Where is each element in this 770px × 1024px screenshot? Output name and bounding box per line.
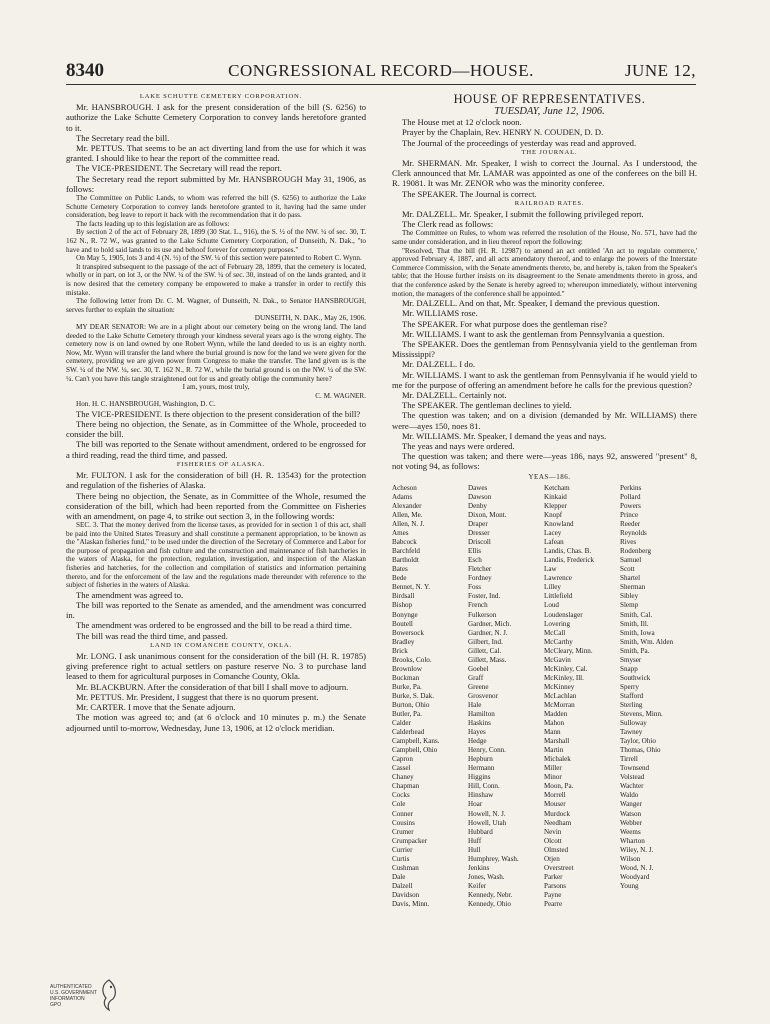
member-name: Mahon bbox=[544, 719, 565, 728]
member-name: Landis, Chas. B. bbox=[544, 547, 592, 556]
member-name: McGavin bbox=[544, 655, 571, 664]
paragraph: The bill was reported to the Senate without amendment, ordered to be engrossed for a third reading, read the third time, and passed. bbox=[66, 439, 366, 460]
member-name: Mouser bbox=[544, 800, 566, 809]
member-name: Foster, Ind. bbox=[468, 592, 501, 601]
member-name: Knowland bbox=[544, 520, 574, 529]
member-name: Wilson bbox=[620, 854, 641, 863]
right-column bbox=[392, 92, 697, 908]
paragraph: The question was taken; and on a division (demanded by Mr. WILLIAMS) there were—ayes 150, noes 81. bbox=[392, 410, 697, 431]
member-name: Henry, Conn. bbox=[468, 746, 506, 755]
member-name: Crumpacker bbox=[392, 836, 428, 845]
paragraph: The Clerk read as follows: bbox=[402, 219, 494, 230]
member-name: Kennedy, Ohio bbox=[468, 900, 511, 908]
member-name: Lafean bbox=[544, 538, 564, 547]
member-name: Lacey bbox=[544, 529, 562, 538]
quoted-section: SEC. 3. That the money derived from the license taxes, as provided for in section 1 of this act, shall be paid into the United States Treasury and shall constitute a permanent appropriation, to be known as the "Alaskan fisheries fund," to be used under the direction of the Secretary of Commerce and Labor for the purpose of propagation and fish culture and the construction and maintenance of fish hatcheries in the waters of Alaska, for the protection, regulation, investigation, and inspection of the Alaskan fisheries and hatcheries, for the collection and compilation of statistics and information pertaining thereto, and for the enforcement of the law and the regulations made thereunder with reference to the subject of fisheries in the waters of Alaska. bbox=[66, 521, 366, 590]
member-name: Slemp bbox=[620, 601, 639, 610]
member-name: Haskins bbox=[468, 719, 491, 728]
member-name: Lovering bbox=[544, 619, 571, 628]
member-name: Smith, Ill. bbox=[620, 619, 649, 628]
member-name: Dresser bbox=[468, 529, 490, 538]
report-paragraph: It transpired subsequent to the passage of the act of February 28, 1899, that the cemetery is located, wholly or in part, on lot 3, or the NW. ¼ of the SW. ¼ of sec. 30, instead of on the lands granted, and it is now desired that the cemetery company be empowered to make a transfer in order to rectify this mistake. bbox=[66, 262, 366, 297]
paragraph: The motion was agreed to; and (at 6 o'clock and 10 minutes p. m.) the Senate adjourned until to-morrow, Wednesday, June 13, 1906, at 12 o'clock meridian. bbox=[66, 712, 366, 733]
member-name: Bishop bbox=[392, 601, 413, 610]
member-name: Smyser bbox=[620, 655, 642, 664]
name-column bbox=[468, 484, 542, 909]
member-name: Gillett, Mass. bbox=[468, 655, 507, 664]
member-name: Smith, Wm. Alden bbox=[620, 637, 674, 646]
paragraph: Mr. CARTER. I move that the Senate adjourn. bbox=[76, 702, 236, 713]
section-heading: FISHERIES OF ALASKA. bbox=[176, 460, 266, 468]
member-name: McCall bbox=[544, 628, 566, 637]
paragraph: Mr. WILLIAMS. I want to ask the gentleman from Pennsylvania a question. bbox=[402, 328, 665, 339]
member-name: Calderhead bbox=[392, 728, 425, 737]
logo-text bbox=[50, 984, 97, 1008]
member-name: Gilbert, Ind. bbox=[468, 637, 503, 646]
member-name: Brooks, Colo. bbox=[392, 655, 432, 664]
member-name: Young bbox=[620, 881, 639, 890]
member-name: Goebel bbox=[468, 664, 489, 673]
member-name: Hull bbox=[468, 845, 481, 854]
member-name: Bates bbox=[392, 565, 408, 574]
member-name: Bradley bbox=[392, 637, 415, 646]
member-name: Parker bbox=[544, 872, 563, 881]
member-name: McKinney bbox=[544, 682, 575, 691]
member-name: Keifer bbox=[468, 881, 487, 890]
name-column bbox=[544, 484, 618, 909]
member-name: Lilley bbox=[544, 583, 561, 592]
member-name: Chaney bbox=[392, 773, 414, 782]
member-name: Hoar bbox=[468, 800, 483, 809]
member-name: Crumer bbox=[392, 827, 414, 836]
member-name: Hill, Conn. bbox=[468, 782, 500, 791]
member-name: Graff bbox=[468, 673, 484, 682]
yeas-name-list bbox=[392, 483, 697, 908]
member-name: Wanger bbox=[620, 800, 642, 809]
member-name: Draper bbox=[468, 520, 488, 529]
member-name: Hedge bbox=[468, 737, 487, 746]
member-name: Hale bbox=[468, 700, 482, 709]
member-name: Taylor, Ohio bbox=[620, 737, 656, 746]
member-name: Mann bbox=[544, 728, 561, 737]
member-name: Rives bbox=[620, 538, 637, 547]
member-name: Ketcham bbox=[544, 483, 570, 492]
report-paragraph: On May 5, 1905, lots 3 and 4 (N. ½) of the SW. ¼ of this section were patented to Robert C. Wynn. bbox=[76, 254, 362, 263]
member-name: Brownlow bbox=[392, 664, 422, 673]
page-title: CONGRESSIONAL RECORD—HOUSE. bbox=[228, 61, 534, 80]
member-name: Gillett, Cal. bbox=[468, 646, 502, 655]
member-name: Bartholdt bbox=[392, 556, 419, 565]
member-name: Kennedy, Nebr. bbox=[468, 890, 513, 899]
paragraph: The bill was read the third time, and passed. bbox=[76, 630, 228, 641]
paragraph: The Secretary read the report submitted by Mr. HANSBROUGH May 31, 1906, as follows: bbox=[66, 173, 366, 194]
paragraph: Mr. FULTON. I ask for the consideration of bill (H. R. 13543) for the protection and regulation of the fisheries of Alaska. bbox=[66, 470, 366, 491]
member-name: Boutell bbox=[392, 619, 413, 628]
paragraph: Prayer by the Chaplain, Rev. HENRY N. COUDEN, D. D. bbox=[402, 127, 604, 138]
member-name: McCarthy bbox=[544, 637, 573, 646]
member-name: McLachlan bbox=[544, 691, 577, 700]
member-name: Nevin bbox=[544, 827, 562, 836]
member-name: Pollard bbox=[620, 492, 641, 501]
gpo-authentication-logo bbox=[50, 978, 120, 1012]
member-name: Prince bbox=[620, 510, 639, 519]
member-name: Davis, Minn. bbox=[392, 900, 430, 908]
member-name: Morrell bbox=[544, 791, 566, 800]
member-name: Dawson bbox=[468, 492, 492, 501]
paragraph: Mr. BLACKBURN. After the consideration of that bill I shall move to adjourn. bbox=[76, 681, 349, 692]
member-name: Wachter bbox=[620, 782, 644, 791]
member-name: McCleary, Minn. bbox=[544, 646, 593, 655]
member-name: Stafford bbox=[620, 691, 644, 700]
member-name: Law bbox=[544, 565, 557, 574]
paragraph: Mr. DALZELL. Mr. Speaker, I submit the following privileged report. bbox=[402, 209, 644, 220]
page-number: 8340 bbox=[66, 60, 104, 81]
paragraph: The Journal of the proceedings of yesterday was read and approved. bbox=[402, 137, 637, 148]
member-name: Driscoll bbox=[468, 538, 491, 547]
member-name: Cushman bbox=[392, 863, 419, 872]
member-name: Klepper bbox=[544, 501, 567, 510]
member-name: Loudenslager bbox=[544, 610, 583, 619]
paragraph: The amendment was ordered to be engrossed and the bill to be read a third time. bbox=[76, 620, 352, 631]
member-name: Adams bbox=[392, 492, 413, 501]
member-name: Babcock bbox=[392, 538, 417, 547]
member-name: Knopf bbox=[544, 510, 563, 519]
member-name: Minor bbox=[544, 773, 562, 782]
member-name: Buckman bbox=[392, 673, 420, 682]
member-name: Littlefield bbox=[544, 592, 573, 601]
member-name: Gardner, Mich. bbox=[468, 619, 512, 628]
member-name: Cocks bbox=[392, 791, 410, 800]
member-name: Hinshaw bbox=[468, 791, 494, 800]
paragraph: Mr. PETTUS. Mr. President, I suggest that there is no quorum present. bbox=[76, 691, 319, 702]
member-name: Townsend bbox=[620, 764, 650, 773]
member-name: Butler, Pa. bbox=[392, 710, 422, 719]
member-name: Tirrell bbox=[620, 755, 638, 764]
member-name: Tawney bbox=[620, 728, 643, 737]
member-name: McKinley, Cal. bbox=[544, 664, 588, 673]
member-name: Cole bbox=[392, 800, 406, 809]
member-name: Martin bbox=[544, 746, 564, 755]
member-name: Burke, Pa. bbox=[392, 682, 422, 691]
member-name: Ames bbox=[392, 529, 409, 538]
member-name: Ellis bbox=[468, 547, 482, 556]
member-name: Fletcher bbox=[468, 565, 492, 574]
member-name: Sperry bbox=[620, 682, 639, 691]
member-name: Foss bbox=[468, 583, 482, 592]
member-name: Thomas, Ohio bbox=[620, 746, 661, 755]
paragraph: The SPEAKER. The Journal is correct. bbox=[402, 188, 537, 199]
left-column bbox=[66, 92, 366, 733]
member-name: Conner bbox=[392, 809, 413, 818]
member-name: Fordney bbox=[468, 574, 492, 583]
paragraph: The SPEAKER. The gentleman declines to yield. bbox=[402, 400, 572, 411]
member-name: Campbell, Ohio bbox=[392, 746, 438, 755]
member-name: Jones, Wash. bbox=[468, 872, 505, 881]
letter-place: DUNSEITH, N. DAK., May 26, 1906. bbox=[254, 314, 366, 323]
paragraph: Mr. DALZELL. And on that, Mr. Speaker, I demand the previous question. bbox=[402, 298, 660, 309]
member-name: Wharton bbox=[620, 836, 645, 845]
report-paragraph: The Committee on Rules, to whom was referred the resolution of the House, No. 571, have had the same under consideration, and in lieu thereof report the following: bbox=[392, 229, 697, 247]
gpo-eagle-icon bbox=[98, 978, 120, 1012]
member-name: Rodenberg bbox=[620, 547, 651, 556]
member-name: Parsons bbox=[544, 881, 567, 890]
member-name: Chapman bbox=[392, 782, 420, 791]
member-name: Watson bbox=[620, 809, 642, 818]
member-name: Sulloway bbox=[620, 719, 647, 728]
member-name: Humphrey, Wash. bbox=[468, 854, 519, 863]
member-name: Wiley, N. J. bbox=[620, 845, 654, 854]
member-name: Reeder bbox=[620, 520, 641, 529]
report-paragraph: By section 2 of the act of February 28, 1899 (30 Stat. L., 916), the S. ½ of the NW. ¼ of sec. 30, T. 162 N., R. 72 W., was granted to the Lake Schutte Cemetery Corporation, of Dunseith, N. Dak., "to have and to hold said lands to its use and behoof forever for cemetery purposes." bbox=[66, 228, 366, 254]
house-date: TUESDAY, June 12, 1906. bbox=[494, 106, 605, 117]
member-name: Smith, Cal. bbox=[620, 610, 653, 619]
paragraph: The SPEAKER. Does the gentleman from Pennsylvania yield to the gentleman from Mississippi? bbox=[392, 339, 697, 360]
paragraph: There being no objection, the Senate, as in Committee of the Whole, resumed the consideration of the bill, which had been reported from the Committee on Fisheries with an amendment, on page 4, to strike out section 3, in the following words: bbox=[66, 490, 366, 521]
letter-addressee: Hon. H. C. HANSBROUGH, Washington, D. C. bbox=[76, 400, 216, 409]
member-name: Powers bbox=[620, 501, 641, 510]
member-name: Murdock bbox=[544, 809, 571, 818]
member-name: Allen, N. J. bbox=[392, 520, 425, 529]
member-name: Gardner, N. J. bbox=[468, 628, 508, 637]
member-name: Scott bbox=[620, 565, 635, 574]
member-name: Michalek bbox=[544, 755, 571, 764]
member-name: Davidson bbox=[392, 890, 420, 899]
member-name: Payne bbox=[544, 890, 562, 899]
section-heading: LAKE SCHUTTE CEMETERY CORPORATION. bbox=[139, 93, 303, 100]
member-name: Needham bbox=[544, 818, 572, 827]
paragraph: The SPEAKER. For what purpose does the gentleman rise? bbox=[402, 318, 608, 329]
member-name: Lawrence bbox=[544, 574, 572, 583]
member-name: Wood, N. J. bbox=[620, 863, 654, 872]
paragraph: Mr. WILLIAMS rose. bbox=[402, 308, 478, 319]
paragraph: Mr. PETTUS. That seems to be an act diverting land from the use for which it was granted. I should like to hear the report of the committee read. bbox=[66, 143, 366, 164]
member-name: Dawes bbox=[468, 483, 488, 492]
member-name: Olmsted bbox=[544, 845, 569, 854]
member-name: Dalzell bbox=[392, 881, 413, 890]
section-heading: LAND IN COMANCHE COUNTY, OKLA. bbox=[150, 641, 292, 649]
member-name: Volstead bbox=[620, 773, 645, 782]
member-name: Howell, Utah bbox=[468, 818, 507, 827]
member-name: Shartel bbox=[620, 574, 641, 583]
logo-caption: AUTHENTICATED U.S. GOVERNMENT INFORMATION GPO bbox=[50, 984, 97, 1008]
member-name: Sterling bbox=[620, 700, 643, 709]
member-name: Stevens, Minn. bbox=[620, 710, 663, 719]
member-name: Bede bbox=[392, 574, 407, 583]
member-name: Burke, S. Dak. bbox=[392, 691, 434, 700]
member-name: Samuel bbox=[620, 556, 642, 565]
letter-close: I am, yours, most truly, bbox=[182, 383, 250, 392]
member-name: Marshall bbox=[544, 737, 570, 746]
paragraph: The VICE-PRESIDENT. Is there objection to the present consideration of the bill? bbox=[76, 408, 361, 419]
page-date: JUNE 12, bbox=[624, 61, 696, 80]
member-name: Pearre bbox=[544, 900, 563, 908]
report-paragraph: The Committee on Public Lands, to whom was referred the bill (S. 6256) to authorize the Lake Schutte Cemetery Corporation to convey lands heretofore granted to it, having had the same under consideration, beg leave to report it back with the recommendation that it do pass. bbox=[66, 194, 366, 220]
paragraph: The VICE-PRESIDENT. The Secretary will read the report. bbox=[76, 163, 282, 174]
member-name: Currier bbox=[392, 845, 413, 854]
section-heading: RAILROAD RATES. bbox=[514, 199, 585, 207]
paragraph: Mr. LONG. I ask unanimous consent for the consideration of the bill (H. R. 19785) giving preference right to actual settlers on pasture reserve No. 3 to purchase land leased to them for agricultural purposes in Comanche County, Okla. bbox=[66, 651, 366, 682]
member-name: Snapp bbox=[620, 664, 638, 673]
member-name: Campbell, Kans. bbox=[392, 737, 440, 746]
member-name: Cassel bbox=[392, 764, 411, 773]
member-name: Miller bbox=[544, 764, 562, 773]
member-name: Madden bbox=[544, 710, 568, 719]
member-name: Dixon, Mont. bbox=[468, 510, 507, 519]
name-column bbox=[392, 484, 466, 909]
member-name: Esch bbox=[468, 556, 482, 565]
member-name: McKinley, Ill. bbox=[544, 673, 584, 682]
member-name: Perkins bbox=[620, 483, 642, 492]
house-title: HOUSE OF REPRESENTATIVES. bbox=[453, 92, 646, 106]
member-name: Smith, Iowa bbox=[620, 628, 655, 637]
member-name: Higgins bbox=[468, 773, 491, 782]
member-name: Denby bbox=[468, 501, 487, 510]
member-name: Webber bbox=[620, 818, 642, 827]
letter-body: MY DEAR SENATOR: We are in a plight about our cemetery being on the wrong land. The land deeded to the Lake Schutte Cemetery through your kindness several years ago is the wrong eighty. The cemetery now is on land owned by one Robert Wynn, while the land deeded to us is an eighty north. Now, Mr. Wynn will transfer the land where the burial ground is now for the land we were given for the cemetery, providing we are given power from Congress to make the transfer. The land given us is the SW. ¼ of the NW. ¼, sec. 30, T. 162 N., R. 72 W., while the burial ground is on the NW. ¼ of the SW. ¼. Can't you have this tangle straightened out for us and greatly oblige the community here? bbox=[66, 322, 366, 383]
paragraph: The House met at 12 o'clock noon. bbox=[402, 117, 522, 128]
member-name: Bowersock bbox=[392, 628, 424, 637]
member-name: Calder bbox=[392, 719, 411, 728]
report-paragraph: The following letter from Dr. C. M. Wagner, of Dunseith, N. Dak., to Senator HANSBROUGH, serves further to explain the situation: bbox=[66, 297, 366, 314]
paragraph: Mr. WILLIAMS. I want to ask the gentleman from Pennsylvania if he would yield to me for the purpose of offering an amendment before he calls for the previous question? bbox=[392, 369, 697, 390]
paragraph: The amendment was agreed to. bbox=[76, 589, 184, 600]
member-name: Barchfeld bbox=[392, 547, 420, 556]
member-name: Acheson bbox=[392, 483, 417, 492]
member-name: Otjen bbox=[544, 854, 560, 863]
member-name: Loud bbox=[544, 601, 559, 610]
paragraph: Mr. HANSBROUGH. I ask for the present consideration of the bill (S. 6256) to authorize the Lake Schutte Cemetery Corporation to convey lands heretofore granted to it. bbox=[66, 102, 366, 133]
paragraph: The yeas and nays were ordered. bbox=[402, 441, 515, 452]
member-name: Bonynge bbox=[392, 610, 418, 619]
member-name: Hamilton bbox=[468, 710, 495, 719]
member-name: Greene bbox=[468, 682, 489, 691]
member-name: Fulkerson bbox=[468, 610, 497, 619]
member-name: Sibley bbox=[620, 592, 639, 601]
member-name: Grosvenor bbox=[468, 691, 498, 700]
letter-signature: C. M. WAGNER. bbox=[315, 391, 366, 400]
member-name: Moon, Pa. bbox=[544, 782, 574, 791]
paragraph: There being no objection, the Senate, as in Committee of the Whole, proceeded to consider the bill. bbox=[66, 419, 366, 440]
member-name: Curtis bbox=[392, 854, 410, 863]
yeas-heading: YEAS—186. bbox=[528, 472, 571, 481]
member-name: Bennet, N. Y. bbox=[392, 583, 431, 592]
paragraph: Mr. DALZELL. I do. bbox=[402, 359, 476, 370]
paragraph: Mr. DALZELL. Certainly not. bbox=[402, 390, 507, 401]
member-name: Alexander bbox=[392, 501, 422, 510]
member-name: Southwick bbox=[620, 673, 651, 682]
member-name: Waldo bbox=[620, 791, 639, 800]
page-header bbox=[66, 60, 696, 84]
member-name: Landis, Frederick bbox=[544, 556, 595, 565]
member-name: Hermann bbox=[468, 764, 495, 773]
member-name: Jenkins bbox=[468, 863, 490, 872]
member-name: Kinkaid bbox=[544, 492, 567, 501]
member-name: Smith, Pa. bbox=[620, 646, 650, 655]
member-name: Hubbard bbox=[468, 827, 493, 836]
paragraph: The Secretary read the bill. bbox=[76, 132, 170, 143]
member-name: Allen, Me. bbox=[392, 510, 423, 519]
member-name: McMorran bbox=[544, 700, 575, 709]
paragraph: Mr. WILLIAMS. Mr. Speaker, I demand the yeas and nays. bbox=[402, 430, 607, 441]
member-name: Howell, N. J. bbox=[468, 809, 506, 818]
paragraph: The question was taken; and there were—yeas 186, nays 92, answered "present" 8, not voting 94, as follows: bbox=[392, 451, 697, 472]
member-name: French bbox=[468, 601, 488, 610]
member-name: Weems bbox=[620, 827, 641, 836]
member-name: Huff bbox=[468, 836, 482, 845]
member-name: Brick bbox=[392, 646, 408, 655]
header-rule bbox=[66, 84, 696, 85]
report-paragraph: The facts leading up to this legislation are as follows: bbox=[76, 219, 230, 228]
paragraph: Mr. SHERMAN. Mr. Speaker, I wish to correct the Journal. As I understood, the Clerk announced that Mr. LAMAR was appointed as one of the conferees on the bill H. R. 19081. It was Mr. ZENOR who was the minority conferee. bbox=[392, 158, 697, 189]
name-column bbox=[620, 484, 694, 891]
member-name: Hayes bbox=[468, 728, 486, 737]
member-name: Cousins bbox=[392, 818, 415, 827]
report-paragraph: "Resolved, That the bill (H. R. 12987) to amend an act entitled 'An act to regulate commerce,' approved February 4, 1887, and all acts amendatory thereof, and to enlarge the powers of the Interstate Commerce Commission, with the Senate amendments thereto, be, and hereby is, taken from the Speaker's table; that the House further insists on its disagreement to the Senate amendments thereto in gross, and that the conference asked by the Senate is hereby agreed to; whereupon immediately, without intervening motion, the managers of the conference shall be appointed." bbox=[392, 246, 697, 298]
member-name: Overstreet bbox=[544, 863, 574, 872]
section-heading: THE JOURNAL. bbox=[521, 148, 578, 156]
member-name: Burton, Ohio bbox=[392, 700, 430, 709]
member-name: Capron bbox=[392, 755, 413, 764]
member-name: Sherman bbox=[620, 583, 646, 592]
member-name: Birdsall bbox=[392, 592, 415, 601]
member-name: Woodyard bbox=[620, 872, 650, 881]
member-name: Olcott bbox=[544, 836, 562, 845]
member-name: Hepburn bbox=[468, 755, 493, 764]
member-name: Dale bbox=[392, 872, 406, 881]
paragraph: The bill was reported to the Senate as amended, and the amendment was concurred in. bbox=[66, 600, 366, 621]
member-name: Reynolds bbox=[620, 529, 647, 538]
